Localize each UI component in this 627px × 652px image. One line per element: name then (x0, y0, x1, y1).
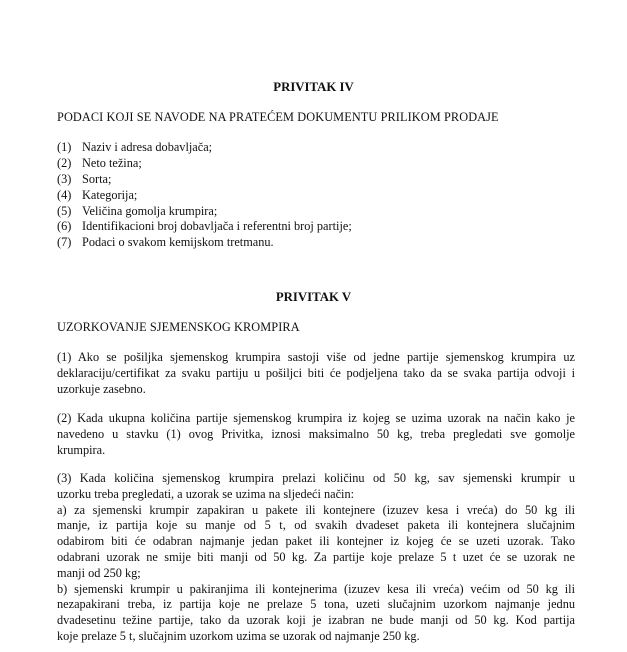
list-item (57, 235, 352, 251)
paragraph-line: (3) Kada količina sjemenskog krumpira prelazi količinu od 50 kg, sav sjemenski krumpir u (57, 471, 575, 485)
list-item (57, 172, 352, 188)
paragraph-line: nezapakirani treba, iz partija koje ne prelaze 5 tona, uzeti slučajnim uzorkom najmanje jednu (57, 597, 575, 612)
paragraph-line: uzorkuje zasebno. (57, 381, 146, 396)
paragraph-line: b) sjemenski krumpir u pakiranjima ili kontejnerima (izuzev kesa ili vreća) većim od 50 kg ili (57, 581, 575, 596)
list-item-number: (2) (57, 155, 72, 170)
paragraph-line: manji od 250 kg; (57, 565, 141, 580)
list-item-text: Neto težina; (82, 155, 142, 170)
paragraph-line: (1) Ako se pošiljka sjemenskog krumpira sastoji više od jedne partije sjemenskog krumpira uz (57, 350, 575, 364)
list-item-text: Veličina gomolja krumpira; (82, 203, 218, 218)
list-item-text: Kategorija; (82, 187, 138, 202)
paragraph-line: dvadesetinu težine partije, tako da uzorak koji je izabran ne bude manji od 50 kg. Kod partija (57, 613, 575, 628)
list-item-number: (5) (57, 203, 72, 218)
list-item-number: (4) (57, 187, 72, 202)
paragraph-line: odabrani uzorak ne smije biti manji od 50 kg. Za partije koje prelaze 5 t uzet će se uzorak ne (57, 549, 575, 564)
list-item-number: (7) (57, 235, 72, 250)
paragraph-1 (57, 350, 575, 397)
annex-5-subtitle: UZORKOVANJE SJEMENSKOG KROMPIRA (57, 320, 300, 334)
list-item-number: (6) (57, 219, 72, 234)
list-item-text: Identifikacioni broj dobavljača i referentni broj partije; (82, 219, 352, 234)
paragraph-line: uzorku treba pregledati, a uzorak se uzima na sljedeći način: (57, 486, 355, 501)
list-item (57, 140, 352, 156)
list-item-number: (3) (57, 171, 72, 186)
list-item-text: Naziv i adresa dobavljača; (82, 140, 213, 154)
list-item (57, 219, 352, 235)
list-item-text: Sorta; (82, 171, 112, 186)
paragraph-line: manje, iz partija koje su manje od 5 t, od svakih dvadeset paketa ili kontejnera slučajnim (57, 518, 575, 533)
paragraph-line: koje prelaze 5 t, slučajnim uzorkom uzima se uzorak od najmanje 250 kg. (57, 628, 420, 643)
annex-4-subtitle: PODACI KOJI SE NAVODE NA PRATEĆEM DOKUMENTU PRILIKOM PRODAJE (57, 110, 499, 124)
list-item (57, 188, 352, 204)
paragraph-line: (2) Kada ukupna količina partije sjemenskog krumpira iz kojeg se uzima uzorak na način kako je (57, 411, 575, 425)
paragraph-3 (57, 471, 575, 645)
list-item-text: Podaci o svakom kemijskom tretmanu. (82, 235, 274, 250)
list-item (57, 204, 352, 220)
list-item-number: (1) (57, 140, 72, 154)
paragraph-line: navedeno u stavku (1) ovog Privitka, iznosi maksimalno 50 kg, treba pregledati sve gomolje (57, 426, 575, 441)
annex-4-list (57, 140, 352, 251)
list-item (57, 156, 352, 172)
paragraph-line: a) za sjemenski krumpir zapakiran u pakete ili kontejnere (izuzev kesa i vreća) do 50 kg ili (57, 502, 575, 517)
paragraph-line: krumpira. (57, 442, 106, 457)
paragraph-2 (57, 411, 575, 458)
paragraph-line: deklaraciju/certifikat za svaku partiju u pošiljci biti će podjeljena tako da se svaka partija odvoji i (57, 365, 575, 380)
annex-5-title: PRIVITAK V (275, 290, 352, 304)
paragraph-line: odabirom biti će odabran najmanje jedan paket ili kontejner iz kojeg će se uzeti uzorak. Tako (57, 534, 575, 549)
annex-4-title: PRIVITAK IV (273, 80, 354, 94)
